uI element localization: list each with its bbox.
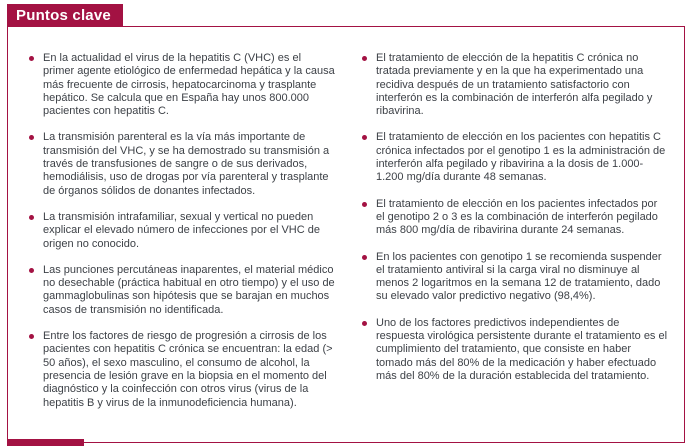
bullet-point: [29, 264, 335, 317]
bullet-icon: [29, 135, 34, 140]
bullet-text: En la actualidad el virus de la hepatitis C (VHC) es el primer agente etiológico de enfermedad hepática y la causa más frecuente de cirrosis, hepatocarcinoma y trasplante hepático. Se calcula que en España hay unos 800.000 pacientes con hepatitis C.: [43, 52, 335, 118]
bottom-accent-bar: [7, 439, 84, 446]
bullet-text: Las punciones percutáneas inaparentes, el material médico no desechable (práctica habitual en otro tiempo) y el uso de gammaglobulinas son hipótesis que se barajan en muchos casos de transmisión no identificada.: [43, 263, 335, 316]
bullet-point: [29, 211, 335, 251]
bullet-point: [362, 251, 668, 304]
bullet-point: [362, 317, 668, 383]
section-title: Puntos clave: [16, 7, 111, 24]
right-column: [362, 52, 668, 423]
bullet-icon: [29, 334, 34, 339]
left-column: [29, 52, 335, 423]
bullet-point: [362, 198, 668, 238]
bullet-text: Entre los factores de riesgo de progresión a cirrosis de los pacientes con hepatitis C crónica se encuentran: la edad (> 50 años), el sexo masculino, el consumo de alcohol, la presencia de lesión grave en la biopsia en el momento del diagnóstico y la coinfección con otros virus (virus de la hepatitis B y virus de la inmunodeficiencia humana).: [43, 330, 333, 409]
bullet-point: [29, 131, 335, 197]
bullet-point: [362, 52, 668, 118]
bullet-point: [362, 131, 668, 184]
bullet-icon: [362, 255, 367, 260]
bullet-icon: [362, 56, 367, 61]
bullet-text: Uno de los factores predictivos independientes de respuesta virológica persistente durante el tratamiento es el cumplimiento del tratamiento, que consiste en haber tomado más del 80% de la medicación y haber efectuado más del 80% de la duración establecida del tratamiento.: [376, 316, 668, 382]
key-points-box: [7, 26, 685, 443]
bullet-icon: [29, 268, 34, 273]
bullet-text: La transmisión intrafamiliar, sexual y vertical no pueden explicar el elevado número de infecciones por el VHC de origen no conocido.: [43, 210, 320, 250]
section-title-tab: [7, 4, 123, 27]
bullet-icon: [362, 135, 367, 140]
key-points-content: [8, 27, 684, 423]
bullet-icon: [29, 215, 34, 220]
bullet-text: La transmisión parenteral es la vía más importante de transmisión del VHC, y se ha demostrado su transmisión a través de transfusiones de sangre o de sus derivados, hemodiálisis, uso de drogas por vía parenteral y trasplante de órganos sólidos de donantes infectados.: [43, 131, 330, 197]
bullet-icon: [362, 202, 367, 207]
bullet-text: El tratamiento de elección de la hepatitis C crónica no tratada previamente y en la que ha experimentado una recidiva después de un tratamiento satisfactorio con interferón es la combinación de interferón alfa pegilado y ribavirina.: [376, 52, 653, 118]
bullet-icon: [362, 321, 367, 326]
bullet-text: En los pacientes con genotipo 1 se recomienda suspender el tratamiento antiviral si la carga viral no disminuye al menos 2 logaritmos en la semana 12 de tratamiento, dado su elevado valor predictivo negativo (98,4%).: [376, 250, 662, 303]
bullet-text: El tratamiento de elección en los pacientes infectados por el genotipo 2 o 3 es la combinación de interferón pegilado más 800 mg/día de ribavirina durante 24 semanas.: [376, 197, 658, 237]
bullet-point: [29, 52, 335, 118]
bullet-point: [29, 330, 335, 410]
bullet-icon: [29, 56, 34, 61]
bullet-text: El tratamiento de elección en los pacientes con hepatitis C crónica infectados por el genotipo 1 es la administración de interferón alfa pegilado y ribavirina a la dosis de 1.000-1.200 mg/día durante 48 semanas.: [376, 131, 666, 184]
